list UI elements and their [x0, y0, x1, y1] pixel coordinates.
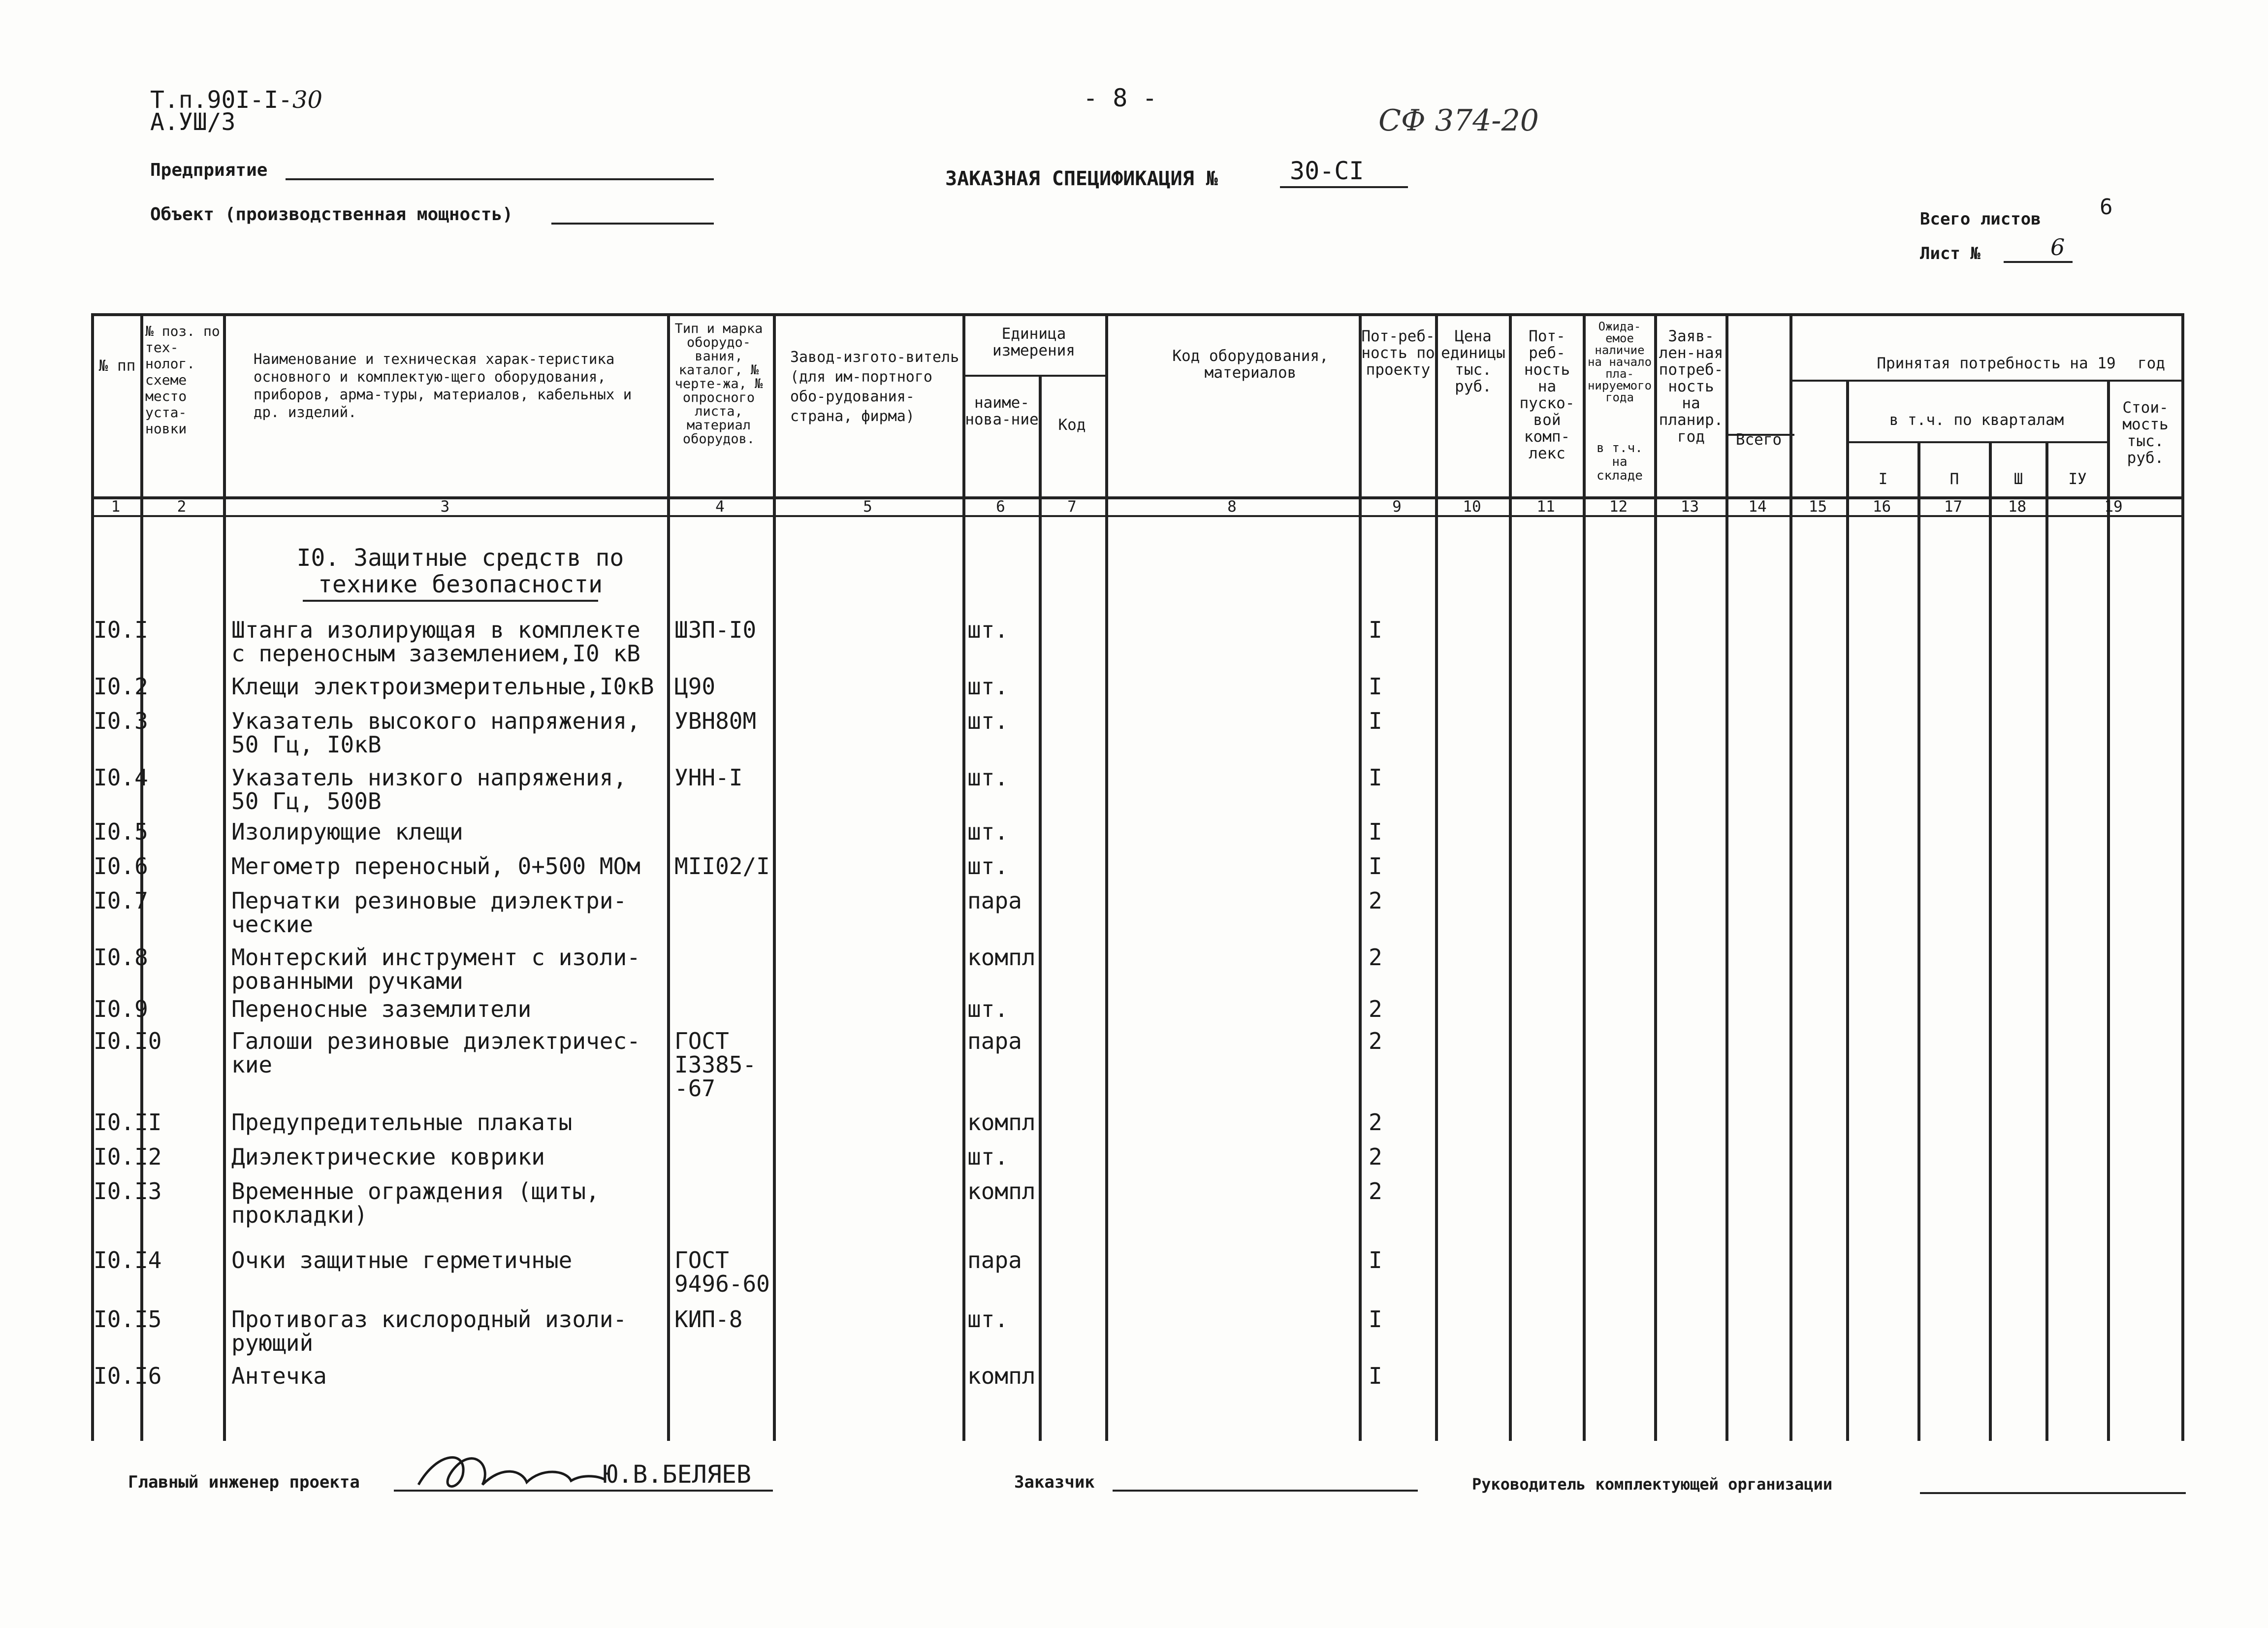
header-accepted-year: год [2138, 355, 2165, 372]
spec-number-line [1280, 186, 1408, 188]
predpriyatie-label: Предприятие [150, 160, 268, 180]
signature [409, 1445, 615, 1499]
row-unit: шт. [967, 673, 1009, 700]
row-number: I0.2 [94, 673, 148, 700]
specification-table [91, 313, 2183, 1446]
header-col7: Код [1058, 416, 1086, 434]
header-q2: П [1949, 470, 1959, 488]
predpriyatie-line [286, 178, 714, 180]
row-number: I0.II [94, 1109, 162, 1136]
row-name: Перчатки резиновые диэлектри-ческие [231, 887, 627, 938]
col-line-19 [2107, 380, 2110, 1441]
colnum-8: 8 [1227, 498, 1237, 516]
row-quantity: I [1369, 708, 1382, 734]
header-col12a: Ожида-емое наличие на начало пла-нируемого года [1587, 320, 1652, 404]
row-unit: шт. [967, 1306, 1009, 1333]
row-number: I0.I2 [94, 1143, 162, 1170]
row-number: I0.9 [94, 996, 148, 1022]
quarters-line [1846, 441, 2107, 443]
row-type: ГОСТ 9496-60 [674, 1247, 770, 1297]
row-type: УНН-I [674, 764, 743, 791]
colnum-18: 18 [2008, 498, 2027, 516]
colnum-13: 13 [1680, 498, 1699, 516]
col-line-5 [962, 313, 965, 1441]
row-name: Временные ограждения (щиты, прокладки) [231, 1178, 600, 1228]
row-name: Указатель низкого напряжения, 50 Гц, 500В [231, 764, 627, 814]
total-sheets-label: Всего листов [1920, 209, 2041, 229]
row-type: Ц90 [674, 673, 716, 700]
row-number: I0.I [94, 617, 148, 643]
colnum-19: 19 [2104, 498, 2123, 516]
row-number: I0.I6 [94, 1363, 162, 1389]
header-col13: Заяв-лен-ная потреб-ность на планир. год [1659, 327, 1724, 446]
sheet-value-line [2004, 261, 2073, 263]
row-name: Изолирующие клещи [231, 818, 463, 845]
row-unit: шт. [967, 617, 1009, 643]
col-line-7 [1105, 313, 1108, 1441]
row-number: I0.6 [94, 853, 148, 879]
total-sheets-value: 6 [2100, 195, 2113, 220]
row-quantity: I [1369, 1306, 1382, 1333]
row-quantity: 2 [1369, 996, 1382, 1022]
header-q3: Ш [2013, 470, 2023, 488]
header-col1: № пп [98, 357, 136, 375]
header-accepted: Принятая потребность на 19 [1877, 355, 2116, 372]
row-name: Клещи электроизмерительные,I0кВ [231, 673, 654, 700]
handwritten-code: СФ 374-20 [1378, 103, 1539, 138]
colnum-3: 3 [440, 498, 450, 516]
row-unit: пара [967, 887, 1022, 914]
col-line-6 [1039, 375, 1042, 1441]
row-quantity: I [1369, 1247, 1382, 1273]
row-unit: пара [967, 1247, 1022, 1273]
row-unit: компл [967, 1109, 1036, 1136]
colnum-10: 10 [1463, 498, 1481, 516]
colnum-7: 7 [1067, 498, 1077, 516]
section-title: I0. Защитные средств по технике безопасности [296, 544, 624, 598]
object-line [551, 223, 714, 225]
header-col8: Код оборудования, материалов [1172, 347, 1329, 382]
row-quantity: I [1369, 617, 1382, 643]
colnum-17: 17 [1944, 498, 1963, 516]
row-type: ШЗП-I0 [674, 617, 757, 643]
chief-engineer-name: Ю.В.БЕЛЯЕВ [603, 1460, 752, 1489]
header-col9: Пот-реб-ность по проекту [1361, 327, 1435, 379]
colnum-4: 4 [715, 498, 725, 516]
col-line-9 [1435, 313, 1438, 1441]
col-line-16 [1917, 441, 1920, 1441]
row-quantity: I [1369, 764, 1382, 791]
col-line-8 [1359, 313, 1362, 1441]
header-col2: № поз. по тех-нолог. схеме место уста-новки [145, 323, 220, 437]
row-type: КИП-8 [674, 1306, 743, 1333]
colnum-12: 12 [1609, 498, 1628, 516]
row-quantity: 2 [1369, 887, 1382, 914]
row-name: Монтерский инструмент с изоли-рованными ручками [231, 944, 640, 994]
header-unit-group: Единица измерения [992, 325, 1075, 359]
row-name: Переносные заземлители [231, 996, 532, 1022]
row-name: Штанга изолирующая в комплекте с переносным заземлением,I0 кВ [231, 617, 640, 667]
row-name: Предупредительные плакаты [231, 1109, 573, 1136]
row-number: I0.I5 [94, 1306, 162, 1333]
row-quantity: 2 [1369, 944, 1382, 971]
row-type: МII02/I [674, 853, 770, 879]
header-col11: Пот-реб-ность на пуско-вой комп-лекс [1519, 327, 1575, 462]
colnum-bottom-line [91, 515, 2183, 517]
object-label: Объект (производственная мощность) [150, 204, 513, 225]
header-q1: I [1878, 470, 1888, 488]
row-number: I0.I0 [94, 1028, 162, 1054]
row-quantity: 2 [1369, 1143, 1382, 1170]
page-number: - 8 - [1083, 84, 1157, 112]
colnum-6: 6 [996, 498, 1005, 516]
col-line-17 [1989, 441, 1992, 1441]
col-line-3 [667, 313, 670, 1441]
row-unit: пара [967, 1028, 1022, 1054]
row-name: Мегометр переносный, 0+500 МОм [231, 853, 640, 879]
row-type: УВН80М [674, 708, 757, 734]
row-name: Диэлектрические коврики [231, 1143, 545, 1170]
doc-series: А.УШ/3 [150, 108, 236, 136]
row-quantity: I [1369, 818, 1382, 845]
supervisor-label: Руководитель комплектующей организации [1472, 1475, 1833, 1494]
col-line-12 [1654, 313, 1657, 1441]
row-name: Галоши резиновые диэлектричес-кие [231, 1028, 640, 1078]
colnum-1: 1 [111, 498, 121, 516]
colnum-16: 16 [1872, 498, 1891, 516]
sheet-value: 6 [2050, 234, 2065, 260]
header-col6: наиме-нова-ние [965, 394, 1039, 428]
col-line-14 [1789, 313, 1792, 1441]
supervisor-line [1920, 1492, 2186, 1494]
col-line-10 [1509, 313, 1512, 1441]
row-name: Антечка [231, 1363, 327, 1389]
colnum-15: 15 [1808, 498, 1827, 516]
chief-engineer-label: Главный инженер проекта [128, 1472, 360, 1492]
row-unit: шт. [967, 1143, 1009, 1170]
row-number: I0.I4 [94, 1247, 162, 1273]
row-number: I0.5 [94, 818, 148, 845]
col-line-15 [1846, 380, 1849, 1441]
row-unit: шт. [967, 818, 1009, 845]
row-unit: шт. [967, 764, 1009, 791]
row-number: I0.8 [94, 944, 148, 971]
customer-label: Заказчик [1014, 1472, 1095, 1492]
col-line-2 [223, 313, 226, 1441]
row-unit: шт. [967, 853, 1009, 879]
header-col19: Стои-мость тыс. руб. [2122, 399, 2169, 467]
doc-code-handwritten: 30 [292, 86, 323, 114]
header-q4: IУ [2068, 470, 2087, 488]
colnum-11: 11 [1536, 498, 1555, 516]
colnum-5: 5 [863, 498, 872, 516]
row-number: I0.4 [94, 764, 148, 791]
customer-line [1113, 1490, 1418, 1492]
row-number: I0.3 [94, 708, 148, 734]
sheet-label: Лист № [1920, 244, 1981, 263]
row-number: I0.7 [94, 887, 148, 914]
header-col12b: в т.ч. на складе [1597, 441, 1643, 483]
row-quantity: I [1369, 673, 1382, 700]
header-col4: Тип и марка оборудо-вания, каталог, № черте-жа, № опросного листа, материал оборудов. [674, 321, 763, 447]
col-line-18 [2045, 441, 2048, 1441]
header-col5: Завод-изгото-витель (для им-портного обо-рудования-страна, фирма) [790, 349, 959, 425]
row-quantity: I [1369, 1363, 1382, 1389]
doc-code-text: Т.п.90I-I- [150, 86, 292, 114]
row-quantity: 2 [1369, 1109, 1382, 1136]
row-name: Указатель высокого напряжения, 50 Гц, I0кВ [231, 708, 640, 758]
spec-title: ЗАКАЗНАЯ СПЕЦИФИКАЦИЯ № [945, 167, 1218, 190]
colnum-9: 9 [1392, 498, 1402, 516]
row-quantity: 2 [1369, 1028, 1382, 1054]
header-col10: Цена единицы тыс. руб. [1441, 327, 1505, 395]
spec-number: 30-СI [1290, 157, 1364, 185]
header-quarters: в т.ч. по кварталам [1889, 411, 2064, 429]
colnum-2: 2 [177, 498, 187, 516]
colnum-14: 14 [1748, 498, 1767, 516]
row-unit: шт. [967, 996, 1009, 1022]
row-name: Очки защитные герметичные [231, 1247, 573, 1273]
row-unit: компл [967, 1363, 1036, 1389]
section-title-underline [303, 600, 598, 602]
row-unit: шт. [967, 708, 1009, 734]
header-col3: Наименование и техническая харак-теристика основного и комплектую-щего оборудования, приборов, арма-туры, материалов, кабельных и др. изделий. [254, 351, 632, 421]
table-top-border [91, 313, 2183, 316]
unit-group-line [962, 375, 1105, 377]
row-name: Противогаз кислородный изоли-рующий [231, 1306, 627, 1356]
row-unit: компл [967, 944, 1036, 971]
row-quantity: I [1369, 853, 1382, 879]
col-line-20 [2181, 313, 2184, 1441]
header-col14: Всего [1735, 431, 1782, 449]
row-number: I0.I3 [94, 1178, 162, 1205]
row-unit: компл [967, 1178, 1036, 1205]
col-line-13 [1725, 313, 1728, 1441]
row-quantity: 2 [1369, 1178, 1382, 1205]
row-type: ГОСТ I3385--67 [674, 1028, 757, 1102]
